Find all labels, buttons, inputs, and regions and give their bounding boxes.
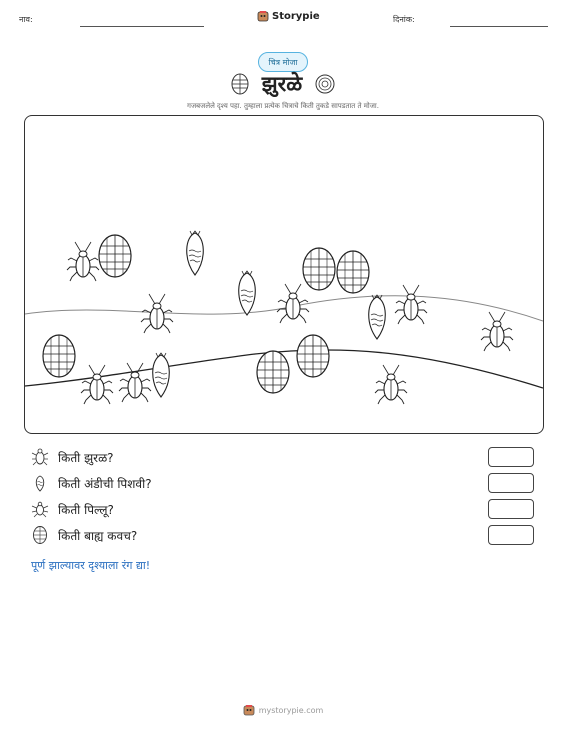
cockroach bbox=[119, 363, 151, 402]
name-label: नाव: bbox=[19, 15, 33, 24]
instruction-text: गजबजलेले दृश्य पहा. तुम्हाला प्रत्येक चित्राचे किती तुकडे सापडतात ते मोजा. bbox=[187, 102, 379, 110]
question-text: किती अंडीची पिशवी? bbox=[58, 477, 152, 491]
egg-case-icon bbox=[30, 473, 50, 493]
question-row bbox=[30, 497, 540, 521]
scene-drawing bbox=[25, 116, 543, 433]
cockroach bbox=[375, 365, 407, 404]
shell-icon bbox=[230, 72, 250, 96]
question-text: किती झुरळ? bbox=[58, 451, 114, 465]
exoskeleton bbox=[303, 248, 335, 290]
scene-frame bbox=[24, 115, 544, 434]
exoskeleton bbox=[257, 351, 289, 393]
question-row bbox=[30, 445, 540, 469]
question-row bbox=[30, 523, 540, 547]
cockroach bbox=[67, 242, 99, 281]
nymph-icon bbox=[30, 499, 50, 519]
cockroach bbox=[141, 294, 173, 333]
title-row bbox=[0, 70, 566, 98]
storypie-mascot-icon bbox=[257, 10, 269, 22]
exoskeleton bbox=[43, 335, 75, 377]
exoskeleton bbox=[99, 235, 131, 277]
footer bbox=[0, 704, 566, 716]
egg-case bbox=[369, 295, 386, 339]
count-picture-badge: चित्र मोजा bbox=[258, 52, 308, 72]
answer-box[interactable] bbox=[488, 473, 534, 493]
cockroach-icon bbox=[30, 447, 50, 467]
color-instruction: पूर्ण झाल्यावर दृश्याला रंग द्या! bbox=[31, 559, 151, 572]
page-title: झुरळे bbox=[261, 72, 303, 96]
logo-text: Storypie bbox=[272, 10, 320, 22]
cockroach bbox=[277, 284, 309, 323]
date-label: दिनांक: bbox=[393, 15, 415, 24]
footer-url[interactable]: mystorypie.com bbox=[258, 705, 324, 715]
egg-case bbox=[239, 271, 256, 315]
egg-case bbox=[153, 353, 170, 397]
cockroach bbox=[81, 365, 113, 404]
storypie-logo bbox=[257, 10, 320, 22]
question-text: किती बाह्य कवच? bbox=[58, 529, 138, 543]
answer-box[interactable] bbox=[488, 447, 534, 467]
question-row bbox=[30, 471, 540, 495]
shell-icon bbox=[30, 525, 50, 545]
date-field[interactable] bbox=[450, 26, 548, 27]
cockroach bbox=[481, 312, 513, 351]
storypie-mascot-icon bbox=[243, 704, 255, 716]
exoskeleton bbox=[337, 251, 369, 293]
answer-box[interactable] bbox=[488, 499, 534, 519]
egg-spiral-icon bbox=[314, 73, 336, 95]
question-text: किती पिल्लू? bbox=[58, 503, 114, 517]
cockroach bbox=[395, 285, 427, 324]
name-field[interactable] bbox=[80, 26, 204, 27]
answer-box[interactable] bbox=[488, 525, 534, 545]
exoskeleton bbox=[297, 335, 329, 377]
egg-case bbox=[187, 231, 204, 275]
